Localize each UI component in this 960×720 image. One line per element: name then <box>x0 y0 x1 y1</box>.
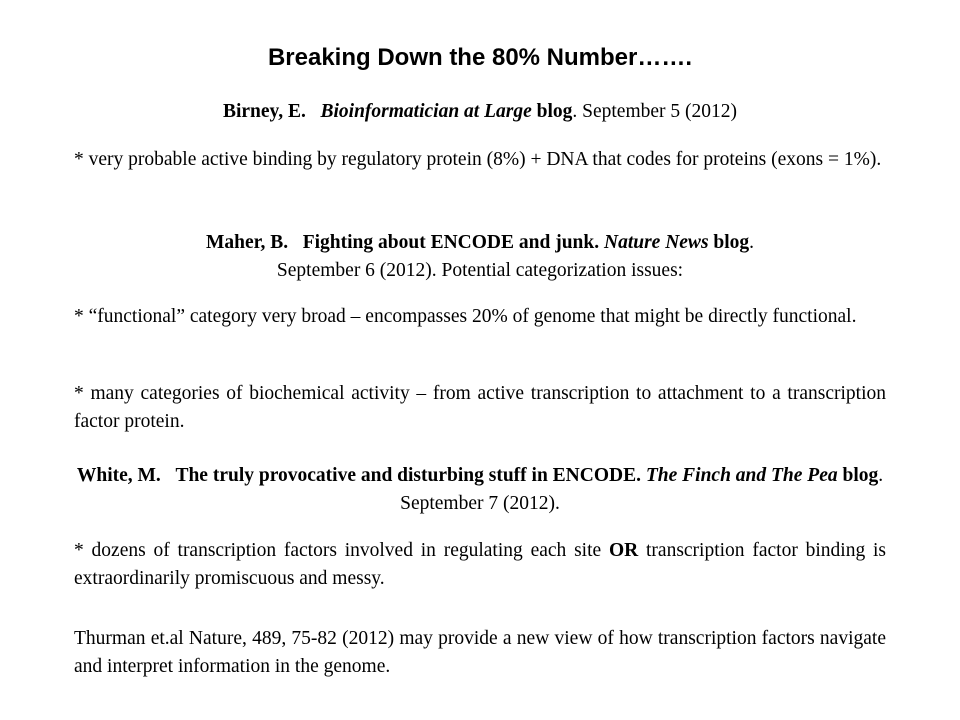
ref-date: . September 5 (2012) <box>572 101 738 122</box>
ref-author: Maher, B. <box>205 232 289 253</box>
bullet-biochemical: * many categories of biochemical activity – from active transcription to attachment to a transcription factor protein. <box>74 383 886 432</box>
ref-article-title: Fighting about ENCODE and junk. <box>302 232 600 253</box>
ref-blog-name: Bioinformatician at Large <box>320 101 532 122</box>
bullet-emphasis: OR <box>608 540 639 561</box>
slide-title: Breaking Down the 80% Number……. <box>267 44 693 71</box>
ref-outlet: Nature News <box>603 232 709 253</box>
ref-author: Birney, E. <box>222 101 306 122</box>
ref-blog-word: blog <box>536 101 573 122</box>
ref-article-title: The truly provocative and disturbing stuff in ENCODE. <box>175 465 641 486</box>
bullet-text: * dozens of transcription factors involved in regulating each site <box>74 540 609 561</box>
closing-note-thurman: Thurman et.al Nature, 489, 75-82 (2012) may provide a new view of how transcription factors navigate and interpret information in the genome. <box>74 628 886 677</box>
bullet-functional: * “functional” category very broad – encompasses 20% of genome that might be directly functional. <box>74 306 857 327</box>
reference-maher <box>74 229 886 285</box>
bullet-binding: * very probable active binding by regulatory protein (8%) + DNA that codes for proteins (exons = 1%). <box>74 149 882 170</box>
ref-author: White, M. <box>76 465 161 486</box>
bullet-transcription-factors <box>74 537 886 593</box>
ref-blog-word: blog <box>713 232 750 253</box>
ref-outlet: The Finch and The Pea <box>645 465 838 486</box>
reference-birney <box>74 98 886 126</box>
ref-trailing: . <box>749 232 755 253</box>
reference-white <box>74 462 886 518</box>
ref-date: . September 7 (2012). <box>400 465 884 514</box>
ref-blog-word: blog <box>842 465 879 486</box>
ref-line2: September 6 (2012). Potential categorization issues: <box>276 260 684 281</box>
bullet-text: transcription factor binding is extraordinarily promiscuous and messy. <box>74 540 886 589</box>
